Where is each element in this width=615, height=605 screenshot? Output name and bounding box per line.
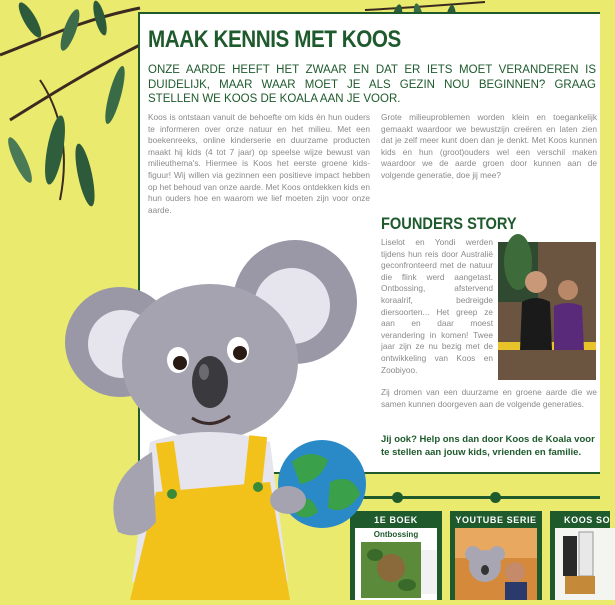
page-title: MAAK KENNIS MET KOOS (148, 26, 401, 53)
card-label: KOOS SO (564, 514, 611, 525)
founders-photo (498, 242, 596, 380)
socks-product (555, 528, 605, 600)
book-cover-title: Ontbossing (373, 530, 419, 539)
founders-text: Liselot en Yondi werden tijdens hun reis door Australië geconfronteerd met de natuur die flink werd aangetast. Ontbossing, afstervend koraalrif, bedreigde diersoorten... Het greep ze aan en daar moest verandering in komen! Twee jaar zijn ze nu bezig met de ontwikkeling van Koos en Zoobiyoo. (381, 237, 493, 375)
founders-text-closing: Zij dromen van een duurzame en groene aarde die we samen kunnen doorgeven aan de volgende generaties. (381, 387, 597, 409)
intro-text: ONZE AARDE HEEFT HET ZWAAR EN DAT ER IETS MOET VERANDEREN IS DUIDELIJK, MAAR WAAR MOET JE ALS GEZIN NOU BEGINNEN? GRAAG STELLEN WE KOOS DE KOALA AAN JE VOOR. (148, 64, 596, 105)
card-label: 1E BOEK (374, 514, 418, 525)
call-to-action: Jij ook? Help ons dan door Koos de Koala voor te stellen aan jouw kids, vrienden en familie. (381, 434, 595, 458)
founders-title: FOUNDERS STORY (381, 214, 517, 233)
timeline-dot (490, 492, 501, 503)
body-text-right: Grote milieuproblemen worden klein en toegankelijk gemaakt waardoor we bewustzijn creëren en laten zien dat je zelf meer kunt doen dan je denkt. Met Koos kunnen kids en hun (groot)ouders wel een verschil maken waardoor we de aarde groen door kunnen aan de volgende generatie, doe jij mee? (381, 112, 597, 180)
youtube-thumbnail (455, 528, 537, 600)
card-label: YOUTUBE SERIE (455, 514, 537, 525)
timeline-card-youtube[interactable] (450, 511, 542, 600)
eucalyptus-branch-left (0, 0, 140, 240)
timeline-dot (392, 492, 403, 503)
body-text-left: Koos is ontstaan vanuit de behoefte om kids én hun ouders te informeren over onze natuur en het milieu. Met een boekenreeks, online kinderserie en duurzame producten maakt hij kids (4 tot 7 jaar) op speelse wijze bewust van milieuthema's. Hiermee is Koos het eerste groene kids-figuur! Wij willen via gezinnen een positieve impact hebben op het behoud van onze aarde. Met Koos ontdekken kids en hun ouders hoe en waarom we lief moeten zijn voor onze aarde. (148, 112, 370, 215)
koala-mascot (60, 232, 380, 600)
timeline-card-socks[interactable] (550, 511, 610, 600)
